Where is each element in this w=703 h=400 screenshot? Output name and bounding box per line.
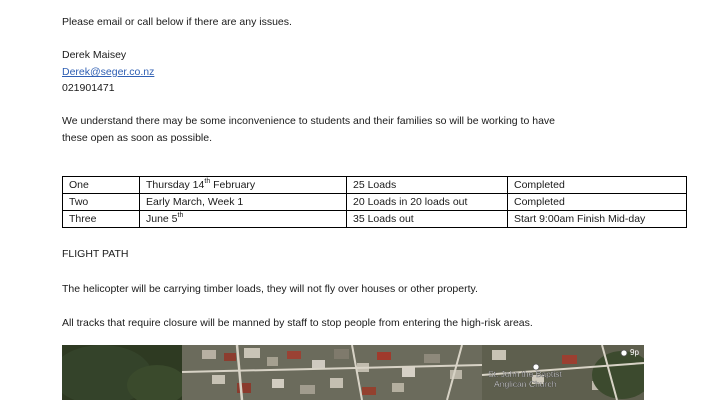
table-row [63,211,687,228]
status-cell: Completed [508,177,687,194]
schedule-table [62,176,687,228]
date-text: Thursday 14 [146,179,205,191]
inconvenience-text-line-1: We understand there may be some inconvenience to students and their families so will be working to have [62,115,555,127]
loads-cell: 20 Loads in 20 loads out [347,194,508,211]
date-cell [140,177,347,194]
stage-cell: Three [63,211,140,228]
map-pin-icon [621,350,627,356]
contact-phone: 021901471 [62,82,115,94]
date-text: June 5 [146,213,178,225]
stage-cell: One [63,177,140,194]
date-month: February [210,179,256,191]
inconvenience-text-line-2: these open as soon as possible. [62,132,213,144]
flight-path-heading: FLIGHT PATH [62,248,129,260]
status-cell: Start 9:00am Finish Mid-day [508,211,687,228]
flight-path-paragraph-1: The helicopter will be carrying timber loads, they will not fly over houses or other property. [62,283,478,295]
intro-text: Please email or call below if there are any issues. [62,16,292,28]
loads-cell: 35 Loads out [347,211,508,228]
map-label-line-2: Anglican Church [494,379,557,389]
satellite-map [62,345,644,400]
contact-name: Derek Maisey [62,49,127,61]
flight-path-paragraph-2: All tracks that require closure will be manned by staff to stop people from entering the high-risk areas. [62,317,533,329]
date-ordinal: th [204,177,211,185]
date-text: Early March, Week 1 [146,196,244,208]
map-label-line-1: St. John the Baptist [488,369,562,379]
contact-email-link[interactable]: Derek@seger.co.nz [62,66,155,78]
date-cell [140,194,347,211]
loads-cell: 25 Loads [347,177,508,194]
table-row [63,177,687,194]
map-corner-label: 9p [630,348,639,357]
status-cell: Completed [508,194,687,211]
table-row [63,194,687,211]
stage-cell: Two [63,194,140,211]
date-cell [140,211,347,228]
date-ordinal: th [177,211,184,219]
